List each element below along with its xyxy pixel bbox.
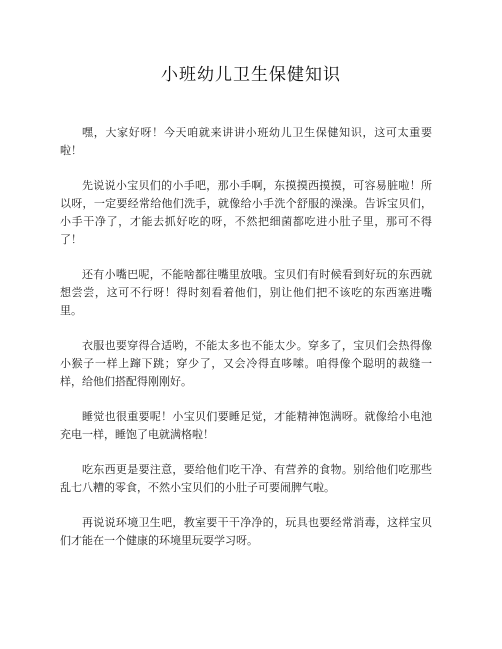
paragraph-food: 吃东西更是要注意，要给他们吃干净、有营养的食物。别给他们吃那些乱七八糟的零食，不然小宝贝们的小肚子可要闹脾气啦。 [60, 463, 432, 494]
document-body [60, 124, 432, 567]
paragraph-intro: 嘿，大家好呀！今天咱就来讲讲小班幼儿卫生保健知识，这可太重要啦！ [60, 126, 432, 157]
document-title: 小班幼儿卫生保健知识 [161, 65, 341, 85]
paragraph-environment: 再说说环境卫生吧，教室要干干净净的，玩具也要经常消毒，这样宝贝们才能在一个健康的环境里玩耍学习呀。 [60, 516, 432, 547]
paragraph-hands: 先说说小宝贝们的小手吧，那小手啊，东摸摸西摸摸，可容易脏啦！所以呀，一定要经常给他们洗手，就像给小手洗个舒服的澡澡。告诉宝贝们，小手干净了，才能去抓好吃的呀，不然把细菌都吃进小肚子里，那可不得了！ [60, 179, 432, 246]
paragraph-clothes: 衣服也要穿得合适哟，不能太多也不能太少。穿多了，宝贝们会热得像小猴子一样上蹿下跳；穿少了，又会冷得直哆嗦。咱得像个聪明的裁缝一样，给他们搭配得刚刚好。 [60, 339, 432, 388]
paragraph-sleep: 睡觉也很重要呢！小宝贝们要睡足觉，才能精神饱满呀。就像给小电池充电一样，睡饱了电就满格啦！ [60, 410, 432, 441]
paragraph-mouth: 还有小嘴巴呢，不能啥都往嘴里放哦。宝贝们有时候看到好玩的东西就想尝尝，这可不行呀！得时刻看着他们，别让他们把不该吃的东西塞进嘴里。 [60, 268, 432, 317]
